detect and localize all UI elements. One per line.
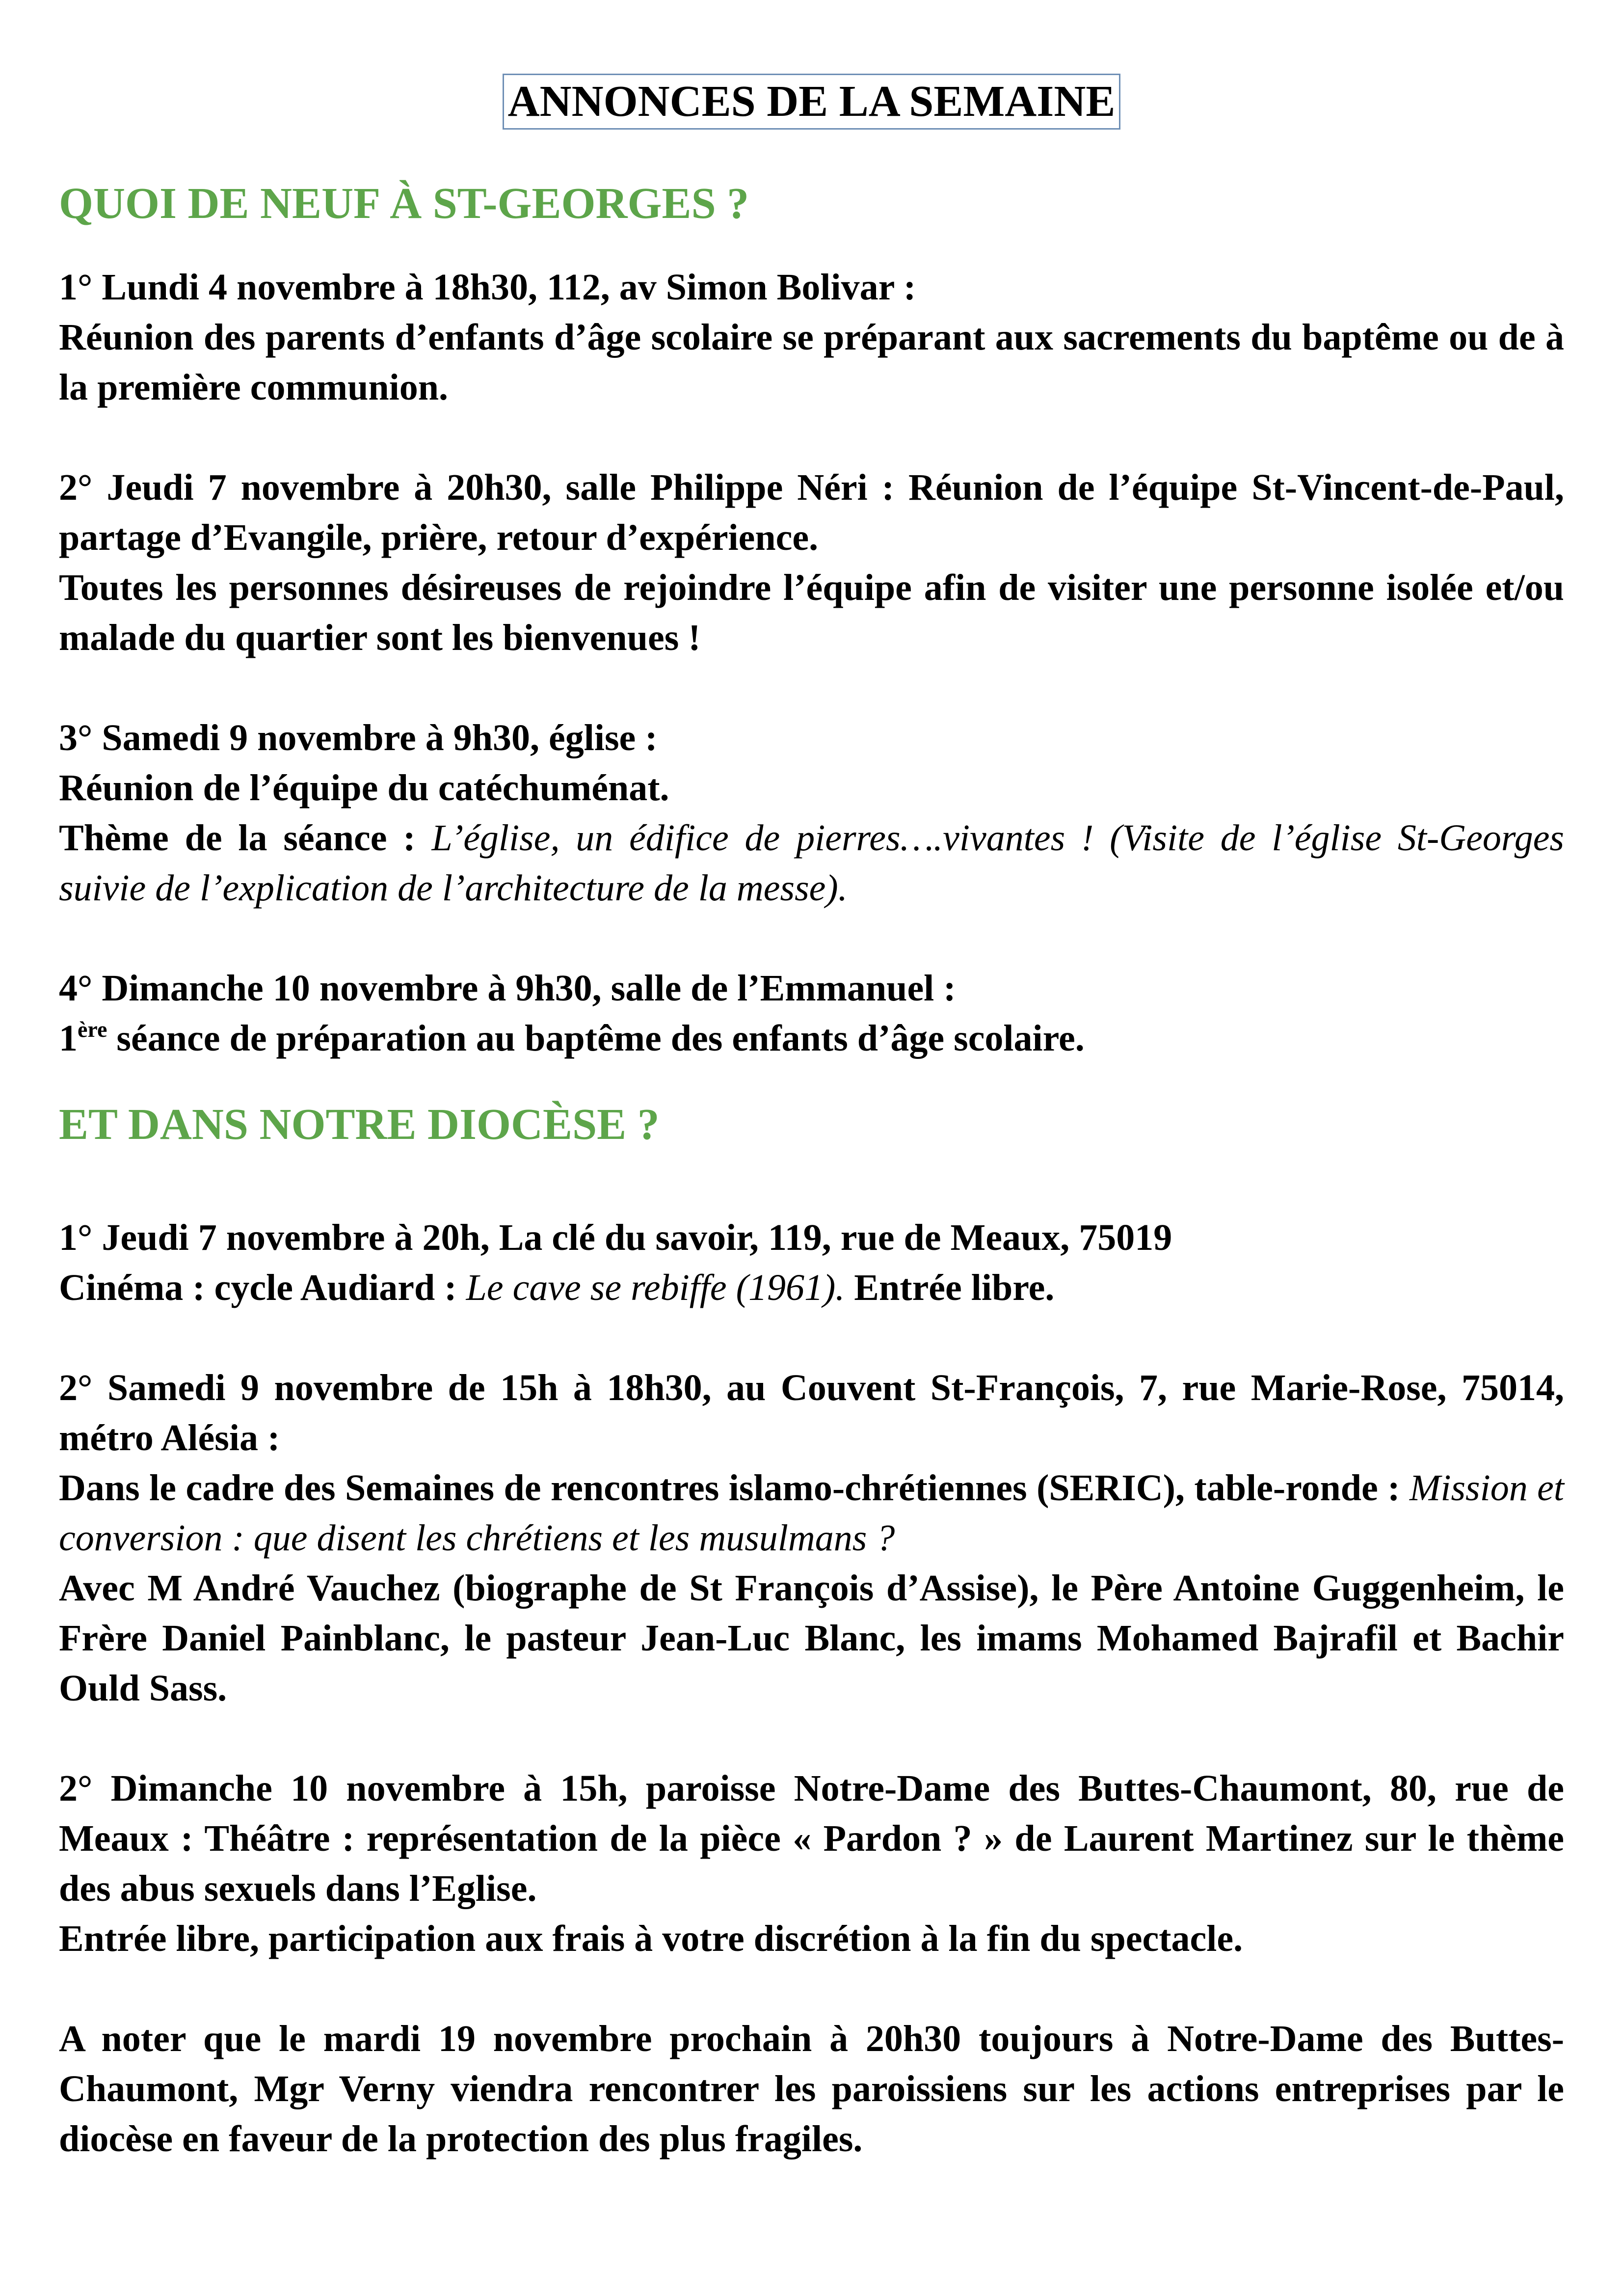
section-heading-diocese: ET DANS NOTRE DIOCÈSE ?: [59, 1100, 660, 1149]
item-body-text: séance de préparation au baptême des enfants d’âge scolaire.: [107, 1018, 1085, 1059]
item-heading: 2° Dimanche 10 novembre à 15h, paroisse Notre-Dame des Buttes-Chaumont, 80, rue de Meaux : Théâtre : représentation de la pièce « Pardon ? » de Laurent Martinez sur le thème des abus sexuels dans l’Eglise.: [59, 1768, 1564, 1909]
item-heading: 1° Lundi 4 novembre à 18h30, 112, av Simon Bolivar :: [59, 267, 916, 308]
note-text: A noter que le mardi 19 novembre prochain à 20h30 toujours à Notre-Dame des Buttes-Chaumont, Mgr Verny viendra rencontrer les paroissiens sur les actions entreprises par le diocèse en faveur de la protection des plus fragiles.: [59, 2018, 1564, 2160]
item-body: Réunion des parents d’enfants d’âge scolaire se préparant aux sacrements du baptême ou de à la première communion.: [59, 317, 1564, 408]
announcement-item: [59, 1763, 1564, 1964]
announcement-item: [59, 1363, 1564, 1713]
title-wrap: [59, 74, 1564, 130]
item-body: [59, 1013, 1564, 1063]
round-table-title: Mission et conversion : que disent les chrétiens et les musulmans ?: [59, 1467, 1565, 1559]
announcement-item: [59, 1213, 1564, 1313]
item-line: Réunion de l’équipe du catéchuménat.: [59, 767, 669, 809]
item-heading: 4° Dimanche 10 novembre à 9h30, salle de l’Emmanuel :: [59, 968, 956, 1009]
item-heading: 2° Jeudi 7 novembre à 20h30, salle Philippe Néri : Réunion de l’équipe St-Vincent-de-Paul, partage d’Evangile, prière, retour d’expérience.: [59, 467, 1564, 558]
theme-text: L’église, un édifice de pierres….vivantes ! (Visite de l’église St-Georges suivie de l’explication de l’architecture de la messe).: [59, 817, 1565, 909]
context-text: Dans le cadre des Semaines de rencontres islamo-chrétiennes (SERIC), table-ronde :: [59, 1467, 1400, 1509]
ordinal-suffix: ère: [78, 1017, 107, 1042]
theme-label: Thème de la séance :: [59, 817, 416, 859]
item-theme: [59, 813, 1564, 913]
section-heading-st-georges: QUOI DE NEUF À ST-GEORGES ?: [59, 179, 749, 228]
announcement-item: [59, 262, 1564, 412]
item-heading: 3° Samedi 9 novembre à 9h30, église :: [59, 717, 658, 758]
item-heading: 2° Samedi 9 novembre de 15h à 18h30, au Couvent St-François, 7, rue Marie-Rose, 75014, métro Alésia :: [59, 1367, 1564, 1459]
announcement-item: [59, 963, 1564, 1063]
cinema-label: Cinéma : cycle Audiard :: [59, 1267, 457, 1308]
item-guests: Avec M André Vauchez (biographe de St François d’Assise), le Père Antoine Guggenheim, le Frère Daniel Painblanc, le pasteur Jean-Luc Blanc, les imams Mohamed Bajrafil et Bachir Ould Sass.: [59, 1567, 1564, 1709]
announcement-item: [59, 462, 1564, 663]
item-line: [59, 1263, 1564, 1313]
item-body: Entrée libre, participation aux frais à votre discrétion à la fin du spectacle.: [59, 1918, 1243, 1959]
item-context: [59, 1463, 1564, 1563]
page-title: ANNONCES DE LA SEMAINE: [503, 74, 1121, 130]
announcement-note: [59, 2014, 1564, 2164]
announcement-item: [59, 713, 1564, 913]
item-body: Toutes les personnes désireuses de rejoindre l’équipe afin de visiter une personne isolée et/ou malade du quartier sont les bienvenues !: [59, 567, 1564, 658]
entry-info: Entrée libre.: [854, 1267, 1055, 1308]
film-title: Le cave se rebiffe (1961).: [466, 1267, 845, 1308]
ordinal-number: 1: [59, 1018, 78, 1059]
item-heading: 1° Jeudi 7 novembre à 20h, La clé du savoir, 119, rue de Meaux, 75019: [59, 1217, 1172, 1258]
